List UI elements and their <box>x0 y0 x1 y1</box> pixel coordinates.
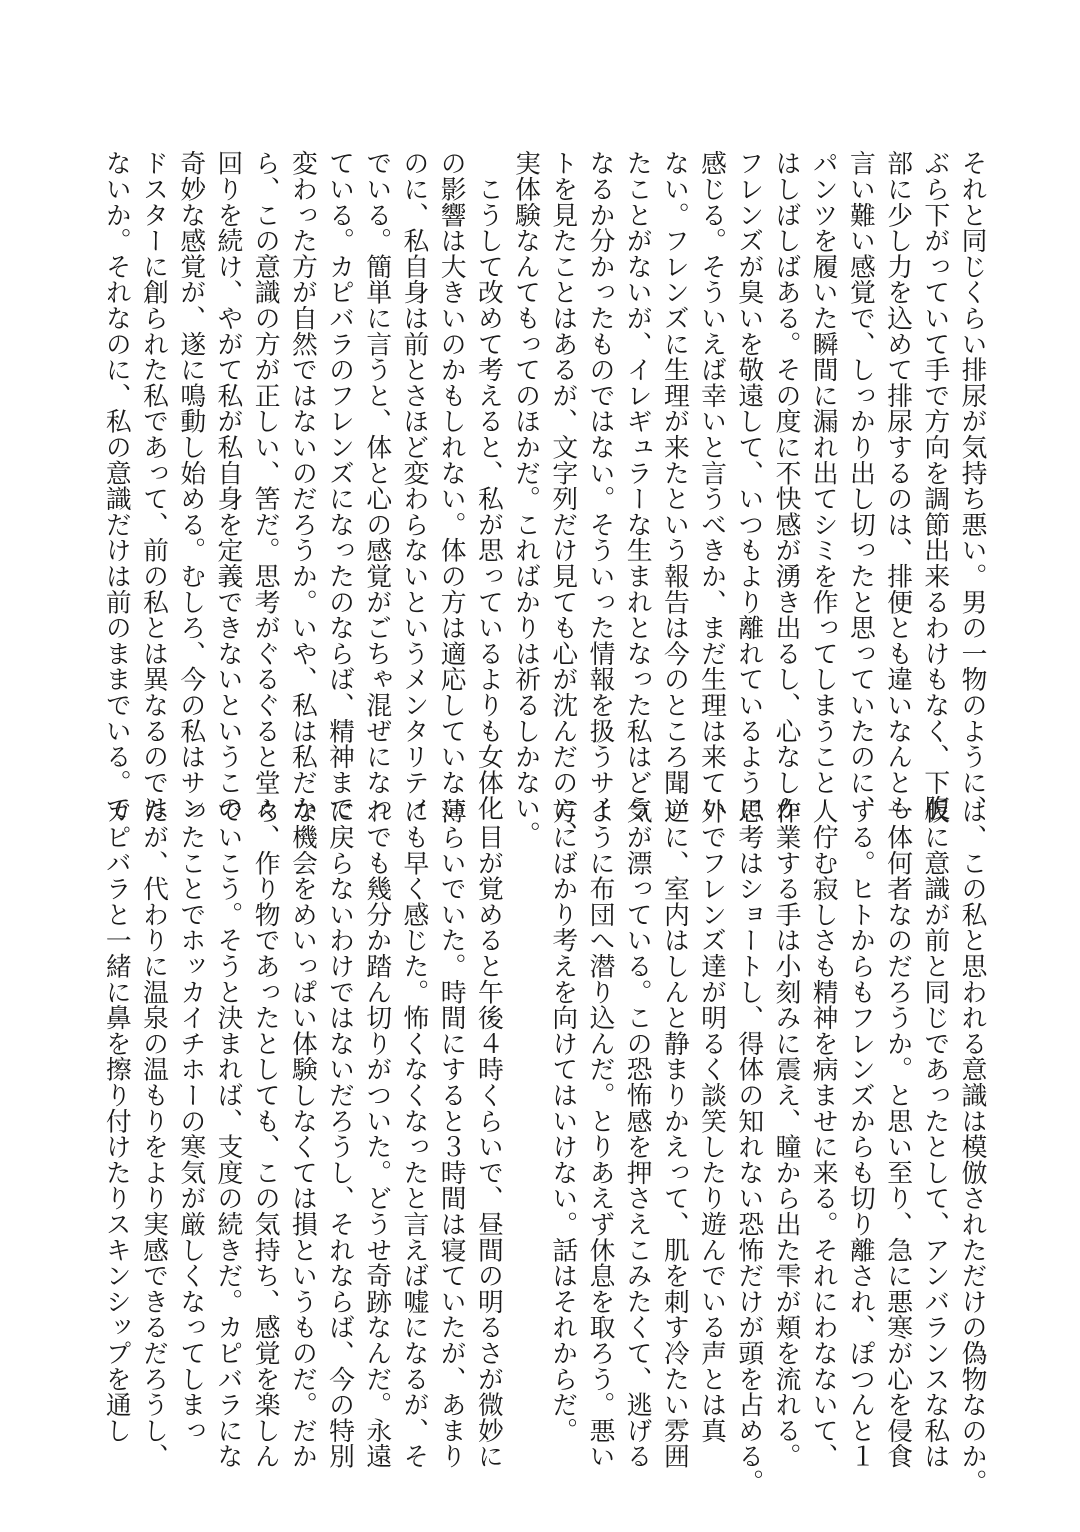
text-column: ない。フレンズに生理が来たという報告は今のところ聞い <box>659 150 690 821</box>
text-column: 思考はショートし、得体の知れない恐怖だけが頭を占める。 <box>733 798 764 1495</box>
text-column: に戻らないわけではないだろうし、それならば、今の特別 <box>324 798 355 1469</box>
text-column: れでも幾分か踏ん切りがついた。どうせ奇跡なんだ。永遠 <box>361 798 392 1469</box>
text-column: 変わった方が自然ではないのだろうか。いや、私は私だか <box>287 150 318 821</box>
text-column: の影響は大きいのかもしれない。体の方は適応していない <box>436 150 467 821</box>
text-column: カピバラと一緒に鼻を擦り付けたりスキンシップを通し <box>101 798 132 1443</box>
text-column: 気が漂っている。この恐怖感を押さえこみたくて、逃げる <box>622 798 653 1469</box>
text-column: ったことでホッカイチホーの寒気が厳しくなってしまっ <box>175 798 206 1443</box>
text-column: は、この私と思われる意識は模倣されただけの偽物なのか。 <box>957 798 987 1495</box>
text-column: でいこう。そうと決まれば、支度の続きだ。カピバラにな <box>212 798 243 1469</box>
top-text-tier <box>97 150 990 847</box>
text-column: トを見たことはあるが、文字列だけ見ても心が沈んだのに、 <box>547 150 578 847</box>
text-column: フレンズが臭いを敬遠して、いつもより離れているように <box>733 150 764 821</box>
text-column: 言い難い感覚で、しっかり出し切ったと思っていたのに、 <box>845 150 876 821</box>
text-column: こうして改めて考えると、私が思っているよりも女体化 <box>473 150 504 821</box>
text-column: 奇妙な感覚が、遂に鳴動し始める。むしろ、今の私はサン <box>175 150 206 821</box>
text-column: にも早く感じた。怖くなくなったと言えば嘘になるが、そ <box>398 798 429 1469</box>
text-column: はしばしばある。その度に不快感が湧き出るし、心なしか <box>770 150 801 821</box>
text-column: 薄らいでいた。時間にすると３時間は寝ていたが、あまり <box>436 798 467 1469</box>
text-column: パンツを履いた瞬間に漏れ出てシミを作ってしまうこと <box>808 150 839 795</box>
text-column: 作業する手は小刻みに震え、瞳から出た雫が頬を流れる。 <box>770 798 801 1469</box>
text-column: でいる。簡単に言うと、体と心の感覚がごちゃ混ぜになっ <box>361 150 392 821</box>
bottom-text-tier <box>97 798 990 1495</box>
text-column: それと同じくらい排尿が気持ち悪い。男の一物のように、 <box>957 150 987 821</box>
text-column: する。ヒトからもフレンズからも切り離され、ぽつんと１ <box>845 798 876 1469</box>
text-column: 部に少し力を込めて排尿するのは、排便とも違いなんとも <box>882 150 913 821</box>
text-column: 逆に、室内はしんと静まりかえって、肌を刺す冷たい雰囲 <box>659 798 690 1469</box>
text-column: 実体験なんてもってのほかだ。こればかりは祈るしかない。 <box>510 150 541 847</box>
text-column: たが、代わりに温泉の温もりをより実感できるだろうし、 <box>138 798 169 1469</box>
text-column: な機会をめいっぱい体験しなくては損というものだ。だか <box>287 798 318 1469</box>
text-column: のに、私自身は前とさほど変わらないというメンタリティ <box>398 150 429 821</box>
text-column: ように布団へ潜り込んだ。とりあえず休息を取ろう。悪い <box>584 798 615 1469</box>
text-column: なるか分かったものではない。そういった情報を扱うサイ <box>584 150 615 821</box>
text-column: ないか。それなのに、私の意識だけは前のままでいる。で <box>101 150 132 821</box>
text-column: 方にばかり考えを向けてはいけない。話はそれからだ。 <box>547 798 578 1443</box>
text-column: 仮に意識が前と同じであったとして、アンバランスな私は <box>919 798 950 1469</box>
text-column: ぶら下がっていて手で方向を調節出来るわけもなく、下腹 <box>919 150 950 821</box>
text-column: 目が覚めると午後４時くらいで、昼間の明るさが微妙に <box>473 798 504 1469</box>
text-column: ている。カピバラのフレンズになったのならば、精神まで <box>324 150 355 821</box>
text-column: 感じる。そういえば幸いと言うべきか、まだ生理は来てい <box>696 150 727 821</box>
text-column: 一体何者なのだろうか。と思い至り、急に悪寒が心を侵食 <box>882 798 913 1469</box>
text-column: たことがないが、イレギュラーな生まれとなった私はどう <box>622 150 653 821</box>
text-column <box>506 798 543 1438</box>
text-column: ドスターに創られた私であって、前の私とは異なるのでは <box>138 150 169 821</box>
text-column: ら、この意識の方が正しい、筈だ。思考がぐるぐると堂々 <box>250 150 281 821</box>
text-column: 外でフレンズ達が明るく談笑したり遊んでいる声とは真 <box>696 798 727 1443</box>
text-column: 回りを続け、やがて私が私自身を定義できないというこの <box>212 150 243 821</box>
text-column: 人佇む寂しさも精神を病ませに来る。それにわなないて、 <box>808 798 839 1469</box>
text-column: ら、作り物であったとしても、この気持ち、感覚を楽しん <box>250 798 281 1469</box>
